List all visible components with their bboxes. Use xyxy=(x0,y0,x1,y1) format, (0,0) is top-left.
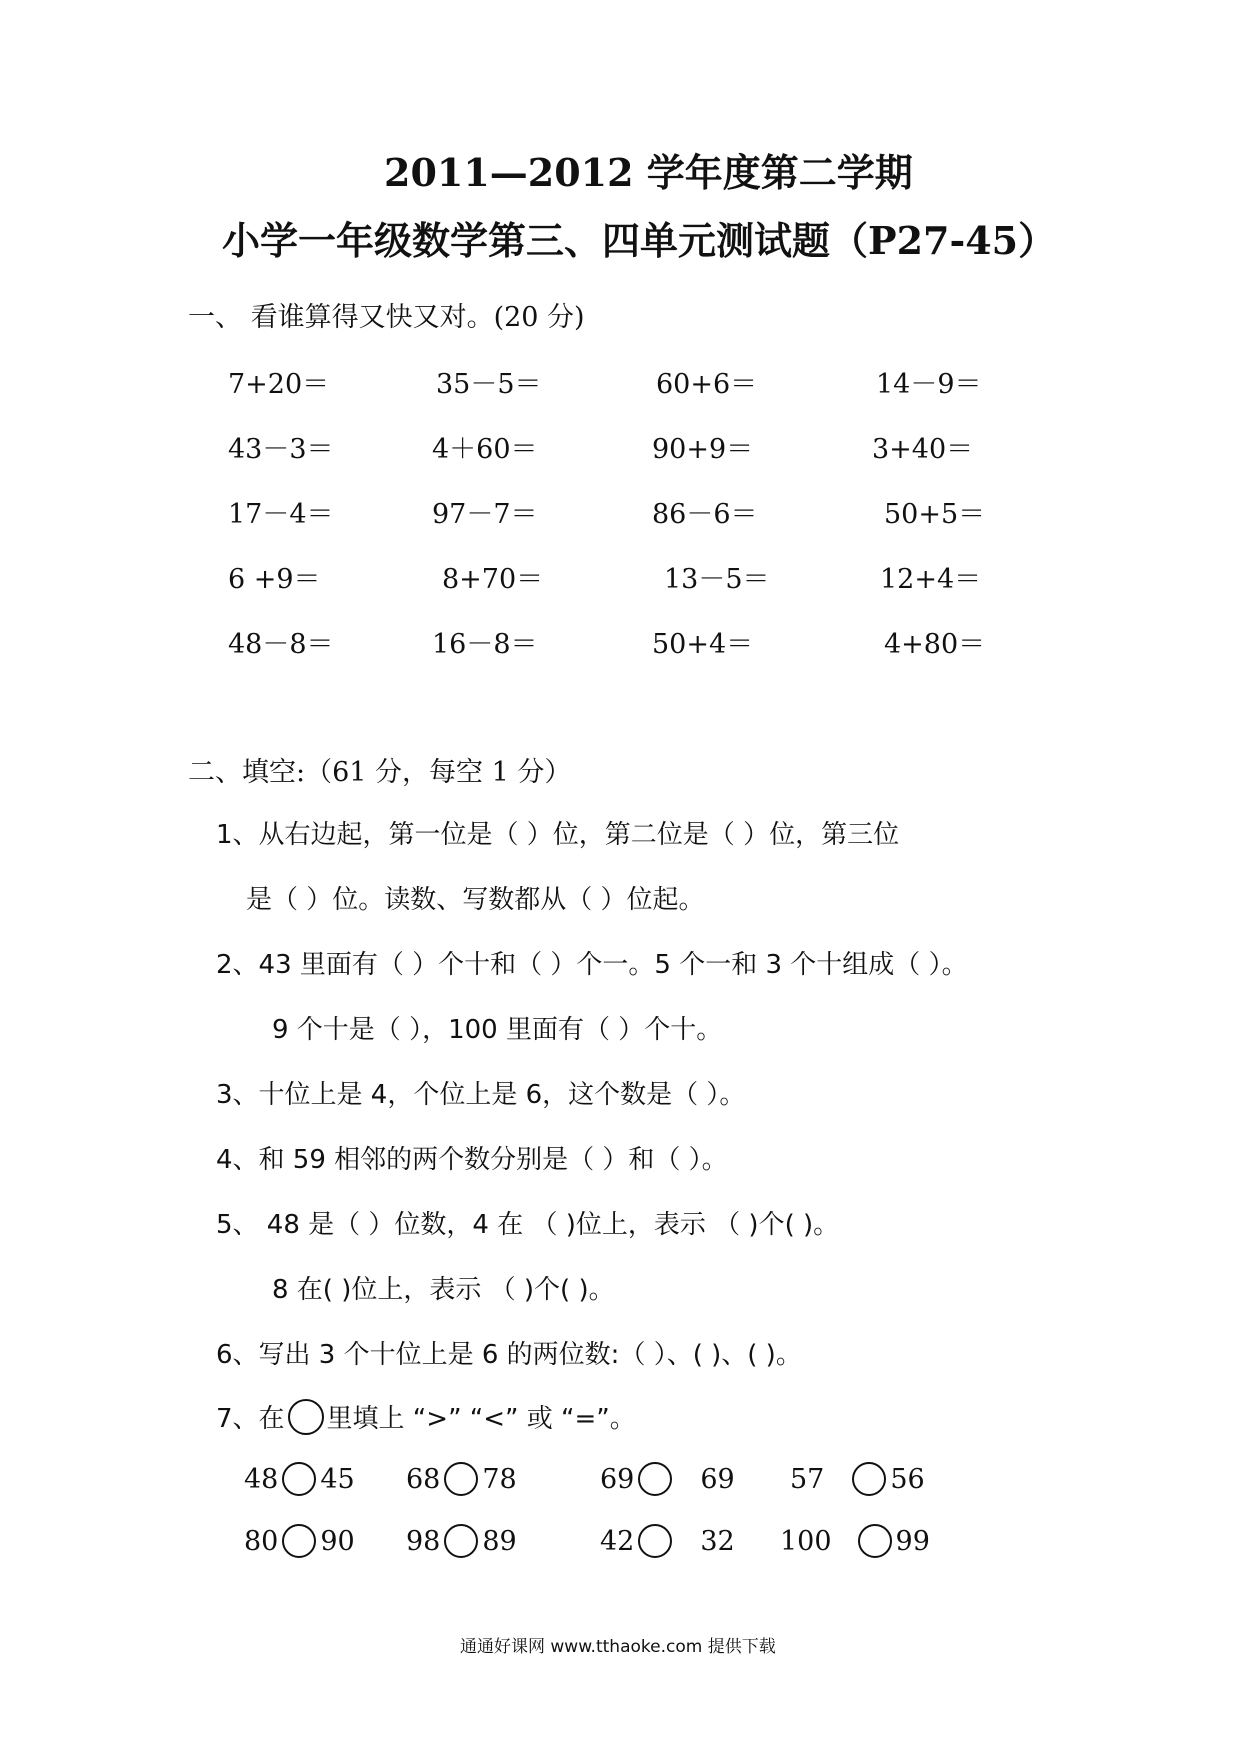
calc-item: 4＋60＝ xyxy=(432,434,538,465)
compare-right: 99 xyxy=(895,1525,930,1557)
calc-item: 50+5＝ xyxy=(884,499,986,530)
fill-question-line: 9 个十是（ ），100 里面有（ ）个十。 xyxy=(272,1015,723,1045)
circle-icon[interactable] xyxy=(858,1524,892,1558)
compare-item xyxy=(780,1524,930,1558)
compare-left: 69 xyxy=(600,1463,635,1495)
calc-item: 35－5＝ xyxy=(436,369,542,400)
compare-left: 68 xyxy=(406,1463,441,1495)
page-title: 2011—2012 学年度第二学期 xyxy=(384,150,913,195)
calc-item: 48－8＝ xyxy=(228,629,334,660)
compare-item xyxy=(790,1462,925,1496)
compare-right: 45 xyxy=(320,1463,355,1495)
circle-icon[interactable] xyxy=(444,1524,478,1558)
compare-right: 69 xyxy=(700,1463,735,1495)
fill-question-line: 5、 48 是（ ）位数，4 在 （ )位上，表示 （ )个( )。 xyxy=(216,1210,840,1240)
compare-item xyxy=(244,1524,355,1558)
compare-item xyxy=(600,1462,735,1496)
calc-item: 14－9＝ xyxy=(876,369,982,400)
compare-item xyxy=(406,1462,517,1496)
fill-question-line: 4、和 59 相邻的两个数分别是（ ）和（ ）。 xyxy=(216,1145,728,1175)
calc-item: 97－7＝ xyxy=(432,499,538,530)
fill-question-line: 1、从右边起，第一位是（ ）位，第二位是（ ）位，第三位 xyxy=(216,820,900,850)
calc-item: 43－3＝ xyxy=(228,434,334,465)
calc-item: 4+80＝ xyxy=(884,629,986,660)
question-7 xyxy=(216,1398,636,1435)
question-7-prefix: 7、在 xyxy=(216,1404,285,1434)
calc-item: 50+4＝ xyxy=(652,629,754,660)
circle-icon[interactable] xyxy=(638,1462,672,1496)
circle-icon[interactable] xyxy=(444,1462,478,1496)
calc-item: 16－8＝ xyxy=(432,629,538,660)
compare-item xyxy=(244,1462,355,1496)
circle-icon xyxy=(288,1399,324,1435)
compare-right: 78 xyxy=(482,1463,517,1495)
section2-heading: 二、填空:（61 分，每空 1 分） xyxy=(188,757,572,788)
compare-left: 100 xyxy=(780,1525,832,1557)
fill-question-line: 6、写出 3 个十位上是 6 的两位数:（ ）、( )、( )。 xyxy=(216,1340,802,1370)
calc-item: 12+4＝ xyxy=(880,564,982,595)
footer-credit: 通通好课网 www.tthaoke.com 提供下载 xyxy=(460,1637,776,1657)
calc-item: 17－4＝ xyxy=(228,499,334,530)
compare-right: 89 xyxy=(482,1525,517,1557)
calc-item: 60+6＝ xyxy=(656,369,758,400)
calc-item: 6 +9＝ xyxy=(228,564,321,595)
circle-icon[interactable] xyxy=(852,1462,886,1496)
circle-icon[interactable] xyxy=(638,1524,672,1558)
fill-question-line: 2、43 里面有（ ）个十和（ ）个一。5 个一和 3 个十组成（ ）。 xyxy=(216,950,968,980)
calc-item: 90+9＝ xyxy=(652,434,754,465)
compare-right: 90 xyxy=(320,1525,355,1557)
compare-left: 57 xyxy=(790,1463,825,1495)
fill-question-line: 8 在( )位上，表示 （ )个( )。 xyxy=(272,1275,615,1305)
compare-item xyxy=(406,1524,517,1558)
compare-left: 48 xyxy=(244,1463,279,1495)
section1-heading: 一、 看谁算得又快又对。(20 分) xyxy=(188,302,585,333)
calc-item: 86－6＝ xyxy=(652,499,758,530)
fill-question-line: 是（ ）位。读数、写数都从（ ）位起。 xyxy=(246,885,705,915)
calc-item: 3+40＝ xyxy=(872,434,974,465)
calc-item: 7+20＝ xyxy=(228,369,330,400)
fill-question-line: 3、十位上是 4，个位上是 6，这个数是（ ）。 xyxy=(216,1080,746,1110)
compare-left: 42 xyxy=(600,1525,635,1557)
compare-left: 80 xyxy=(244,1525,279,1557)
compare-right: 32 xyxy=(700,1525,735,1557)
calc-item: 13－5＝ xyxy=(664,564,770,595)
circle-icon[interactable] xyxy=(282,1524,316,1558)
compare-item xyxy=(600,1524,735,1558)
question-7-suffix: 里填上 “>” “<” 或 “=”。 xyxy=(326,1404,636,1434)
compare-right: 56 xyxy=(890,1463,925,1495)
compare-left: 98 xyxy=(406,1525,441,1557)
circle-icon[interactable] xyxy=(282,1462,316,1496)
page-subtitle: 小学一年级数学第三、四单元测试题（P27-45） xyxy=(222,218,1057,263)
calc-item: 8+70＝ xyxy=(442,564,544,595)
